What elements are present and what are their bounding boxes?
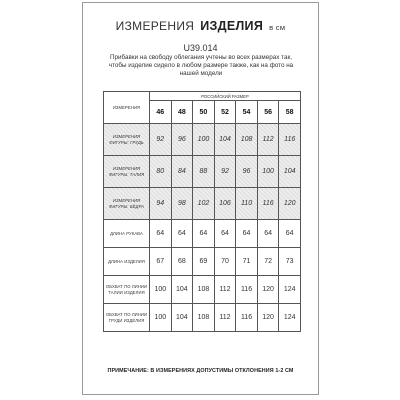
title-unit: в см — [269, 23, 286, 32]
table-cell: 106 — [214, 188, 236, 220]
table-row — [104, 304, 301, 332]
table-cell: 100 — [150, 276, 172, 304]
table-cell: 100 — [257, 156, 279, 188]
table-cell: 100 — [150, 304, 172, 332]
table-row — [104, 156, 301, 188]
table-cell: 112 — [257, 124, 279, 156]
table-cell: 104 — [279, 156, 301, 188]
size-header-cell: 54 — [236, 101, 258, 124]
table-cell: 116 — [257, 188, 279, 220]
row-label: ИЗМЕРЕНИЯ ФИГУРЫ: ГРУДЬ — [104, 124, 150, 156]
corner-label: ИЗМЕРЕНИЯ — [104, 92, 150, 124]
article-code: U39.014 — [183, 43, 218, 53]
table-cell: 116 — [279, 124, 301, 156]
table-row — [104, 276, 301, 304]
table-cell: 112 — [214, 276, 236, 304]
table-cell: 92 — [214, 156, 236, 188]
table-cell: 64 — [257, 220, 279, 248]
size-header-cell: 48 — [171, 101, 193, 124]
table-cell: 64 — [236, 220, 258, 248]
table-cell: 94 — [150, 188, 172, 220]
table-cell: 73 — [279, 248, 301, 276]
table-cell: 116 — [236, 276, 258, 304]
table-cell: 120 — [257, 304, 279, 332]
table-cell: 80 — [150, 156, 172, 188]
table-cell: 64 — [171, 220, 193, 248]
table-cell: 102 — [193, 188, 215, 220]
page-title — [83, 19, 318, 33]
table-cell: 124 — [279, 304, 301, 332]
table-cell: 100 — [193, 124, 215, 156]
table-cell: 124 — [279, 276, 301, 304]
row-label: ОБХВАТ ПО ЛИНИИ ТАЛИИ ИЗДЕЛИЯ — [104, 276, 150, 304]
table-cell: 64 — [150, 220, 172, 248]
size-group-label: РОССИЙСКИЙ РАЗМЕР — [150, 92, 301, 101]
size-table — [103, 91, 301, 332]
row-label: ДЛИНА РУКАВА — [104, 220, 150, 248]
table-row — [104, 124, 301, 156]
row-label: ИЗМЕРЕНИЯ ФИГУРЫ: БЁДРА — [104, 188, 150, 220]
table-cell: 104 — [171, 276, 193, 304]
size-header-cell: 56 — [257, 101, 279, 124]
table-cell: 108 — [236, 124, 258, 156]
row-label: ИЗМЕРЕНИЯ ФИГУРЫ: ТАЛИЯ — [104, 156, 150, 188]
size-chart-sheet — [82, 2, 319, 395]
table-cell: 64 — [193, 220, 215, 248]
table-cell: 64 — [214, 220, 236, 248]
table-cell: 69 — [193, 248, 215, 276]
table-cell: 98 — [171, 188, 193, 220]
table-cell: 64 — [279, 220, 301, 248]
table-cell: 96 — [171, 124, 193, 156]
table-cell: 120 — [257, 276, 279, 304]
table-cell: 120 — [279, 188, 301, 220]
table-cell: 104 — [171, 304, 193, 332]
row-label: ДЛИНА ИЗДЕЛИЯ — [104, 248, 150, 276]
table-cell: 96 — [236, 156, 258, 188]
table-row — [104, 220, 301, 248]
table-cell: 88 — [193, 156, 215, 188]
table-cell: 71 — [236, 248, 258, 276]
table-cell: 104 — [214, 124, 236, 156]
title-garment: ИЗДЕЛИЯ — [200, 19, 264, 33]
table-cell: 116 — [236, 304, 258, 332]
table-cell: 67 — [150, 248, 172, 276]
table-cell: 108 — [193, 304, 215, 332]
intro-text: Прибавки на свободу облегания учтены во всех размерах так, чтобы изделие сидело в любом размере также, как на фото на нашей модели — [108, 54, 294, 77]
table-cell: 68 — [171, 248, 193, 276]
size-header-cell: 50 — [193, 101, 215, 124]
footnote: ПРИМЕЧАНИЕ: В ИЗМЕРЕНИЯХ ДОПУСТИМЫ ОТКЛОНЕНИЯ 1-2 СМ — [107, 368, 294, 374]
table-cell: 108 — [193, 276, 215, 304]
title-measurements: ИЗМЕРЕНИЯ — [115, 19, 195, 33]
table-row — [104, 188, 301, 220]
table-cell: 92 — [150, 124, 172, 156]
table-cell: 70 — [214, 248, 236, 276]
table-cell: 84 — [171, 156, 193, 188]
table-cell: 72 — [257, 248, 279, 276]
size-header-cell: 46 — [150, 101, 172, 124]
row-label: ОБХВАТ ПО ЛИНИИ ГРУДИ ИЗДЕЛИЯ — [104, 304, 150, 332]
table-cell: 110 — [236, 188, 258, 220]
size-header-cell: 58 — [279, 101, 301, 124]
table-row — [104, 248, 301, 276]
size-header-cell: 52 — [214, 101, 236, 124]
table-cell: 112 — [214, 304, 236, 332]
